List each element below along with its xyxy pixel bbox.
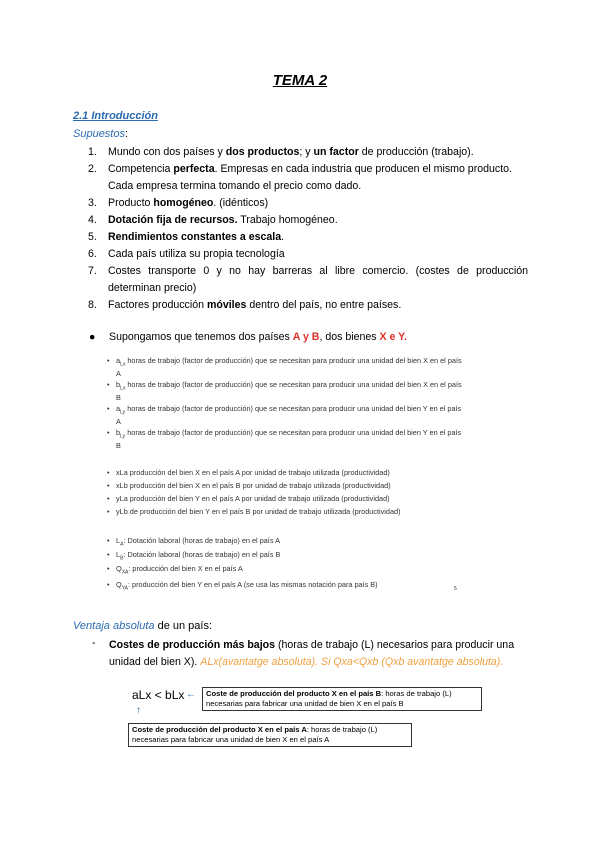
item-number: 3. [88, 197, 97, 209]
list-item [88, 246, 528, 263]
item-number: 4. [88, 214, 97, 226]
notation-item [107, 494, 466, 504]
item-bold: perfecta [173, 163, 215, 175]
notation-item [107, 428, 466, 451]
item-text: de producción (trabajo). [358, 146, 474, 158]
bullet-icon: • [107, 494, 110, 503]
bullet-icon: • [107, 404, 110, 413]
item-text: Costes transporte 0 y no hay barreras al libre comercio. (costes de producción determinan precio) [108, 265, 528, 294]
definition-text: (horas de trabajo (L) necesarios para producir una unidad del bien X). [109, 639, 515, 668]
subscript: XA [121, 569, 129, 576]
notation-text: : producción del bien Y en el país A (se usa las mismas notación para país B) [128, 580, 378, 589]
item-number: 5. [88, 231, 97, 243]
supuestos-heading [73, 128, 128, 140]
item-text: Cada país utiliza su propia tecnología [108, 248, 285, 260]
notation-item [107, 404, 466, 427]
notation-item [107, 507, 466, 517]
bullet-mid: , dos bienes [319, 331, 380, 343]
item-number: 2. [88, 163, 97, 175]
item-text: Competencia [108, 163, 174, 175]
box-text: : horas de trabajo (L) necesarias para fabricar una unidad de bien X en el país B [206, 689, 452, 708]
section-heading: 2.1 Introducción [73, 110, 158, 122]
notation-text: horas de trabajo (factor de producción) que se necesitan para producir una unidad del bien Y en el país A [116, 404, 462, 427]
item-bold: móviles [206, 299, 247, 311]
item-bold: Rendimientos constantes a escala [108, 231, 282, 243]
item-text: Mundo con dos países y [108, 146, 226, 158]
bullet-icon: • [107, 356, 110, 365]
item-text: . [281, 231, 285, 243]
definition-note: ALx(avantatge absoluta). Si Qxa<Qxb (Qxb avantatge absoluta). [200, 656, 504, 668]
list-item [88, 263, 528, 297]
symbol: a [116, 356, 121, 365]
bullet-text [109, 331, 407, 343]
item-text: . (idénticos) [213, 197, 269, 209]
bullet-icon: • [107, 564, 110, 573]
bullet-icon: • [107, 468, 110, 477]
item-text: dentro del país, no entre países. [246, 299, 402, 311]
bullet-icon: • [107, 507, 110, 516]
symbol: b [116, 380, 121, 389]
symbol: L [116, 536, 121, 545]
box-text: : horas de trabajo (L) necesarias para fabricar una unidad de bien X en el país A [132, 725, 378, 744]
list-item [88, 195, 528, 212]
countries-highlight: A y B [292, 331, 320, 343]
notation-text: : Dotación laboral (horas de trabajo) en el país A [123, 536, 280, 545]
notation-text: horas de trabajo (factor de producción) que se necesitan para producir una unidad del bien Y en el país B [116, 428, 462, 451]
list-item [88, 161, 528, 195]
subscript: Ly [120, 433, 126, 440]
notation-text: horas de trabajo (factor de producción) que se necesitan para producir una unidad del bien X en el país B [116, 380, 462, 403]
item-bold: homogéneo [153, 197, 214, 209]
ventaja-heading [73, 620, 212, 632]
item-text: Factores producción [108, 299, 207, 311]
arrow-left-icon: ← [186, 689, 196, 700]
notation-item [107, 536, 466, 549]
item-text: . Empresas en cada industria que producen el mismo producto. Cada empresa termina tomando el precio como dado. [108, 163, 512, 192]
list-item [88, 297, 528, 314]
subscript: Ly [120, 409, 126, 416]
item-bold: dos productos [225, 146, 300, 158]
bullet-icon: • [107, 428, 110, 437]
item-number: 6. [88, 248, 97, 260]
annotation-box-b [202, 687, 482, 711]
item-text: ; y [299, 146, 314, 158]
item-text: Trabajo homogéneo. [237, 214, 338, 226]
symbol: b [116, 428, 121, 437]
annotation-box-a [128, 723, 412, 747]
bullet-icon: • [107, 580, 110, 589]
notation-item [107, 580, 466, 593]
list-item [88, 212, 528, 229]
notation-text: yLa producción del bien Y en el país A por unidad de trabajo utilizada (productividad) [116, 494, 390, 503]
bullet-icon: • [107, 481, 110, 490]
list-item [88, 144, 528, 161]
item-number: 1. [88, 146, 97, 158]
notation-item [107, 380, 466, 403]
bullet-pre: Supongamos que tenemos dos países [109, 331, 293, 343]
symbol: L [116, 550, 121, 559]
bullet-dot-icon: ● [89, 331, 96, 343]
assumptions-list [88, 144, 528, 314]
box-bold: Coste de producción del producto X en el país B [206, 689, 382, 698]
item-text: Producto [108, 197, 154, 209]
supuestos-colon: : [124, 128, 129, 140]
notation-item [107, 564, 466, 577]
notation-item [107, 468, 466, 478]
item-number: 8. [88, 299, 97, 311]
subscript: B [120, 555, 124, 562]
page-title: TEMA 2 [272, 72, 328, 89]
bullet-icon: • [107, 536, 110, 545]
supuestos-label: Supuestos [73, 128, 125, 140]
ventaja-rest: de un país: [154, 620, 213, 632]
ventaja-definition [109, 637, 529, 671]
list-item [88, 229, 528, 246]
box-bold: Coste de producción del producto X en el país A [132, 725, 307, 734]
notation-panel [106, 352, 464, 594]
formula: aLx < bLx [132, 688, 185, 702]
item-bold: un factor [313, 146, 359, 158]
bullet-icon: • [107, 380, 110, 389]
subscript: YA [121, 585, 128, 592]
goods-highlight: X e Y. [379, 331, 408, 343]
page-mark: 5 [454, 586, 457, 592]
notation-text: xLb producción del bien X en el país B por unidad de trabajo utilizada (productividad) [116, 481, 391, 490]
notation-text: : Dotación laboral (horas de trabajo) en el país B [123, 550, 281, 559]
symbol: Q [116, 564, 122, 573]
dash-marker: - [92, 637, 96, 649]
notation-item [107, 356, 466, 379]
notation-item [107, 481, 466, 491]
notation-item [107, 550, 466, 563]
subscript: Lx [120, 361, 126, 368]
item-bold: Dotación fija de recursos. [108, 214, 238, 226]
notation-text: horas de trabajo (factor de producción) que se necesitan para producir una unidad del bien X en el país A [116, 356, 462, 379]
ventaja-label: Ventaja absoluta [73, 620, 155, 632]
subscript: A [120, 541, 124, 548]
symbol: a [116, 404, 121, 413]
notation-text: : producción del bien X en el país A [128, 564, 243, 573]
notation-text: yLb de producción del bien Y en el país B por unidad de trabajo utilizada (productividad) [116, 507, 401, 516]
definition-bold: Costes de producción más bajos [109, 639, 276, 651]
symbol: Q [116, 580, 122, 589]
bullet-icon: • [107, 550, 110, 559]
notation-text: xLa producción del bien X en el país A por unidad de trabajo utilizada (productividad) [116, 468, 390, 477]
item-number: 7. [88, 265, 97, 277]
subscript: Lx [120, 385, 126, 392]
arrow-up-icon: ↑ [136, 705, 141, 716]
